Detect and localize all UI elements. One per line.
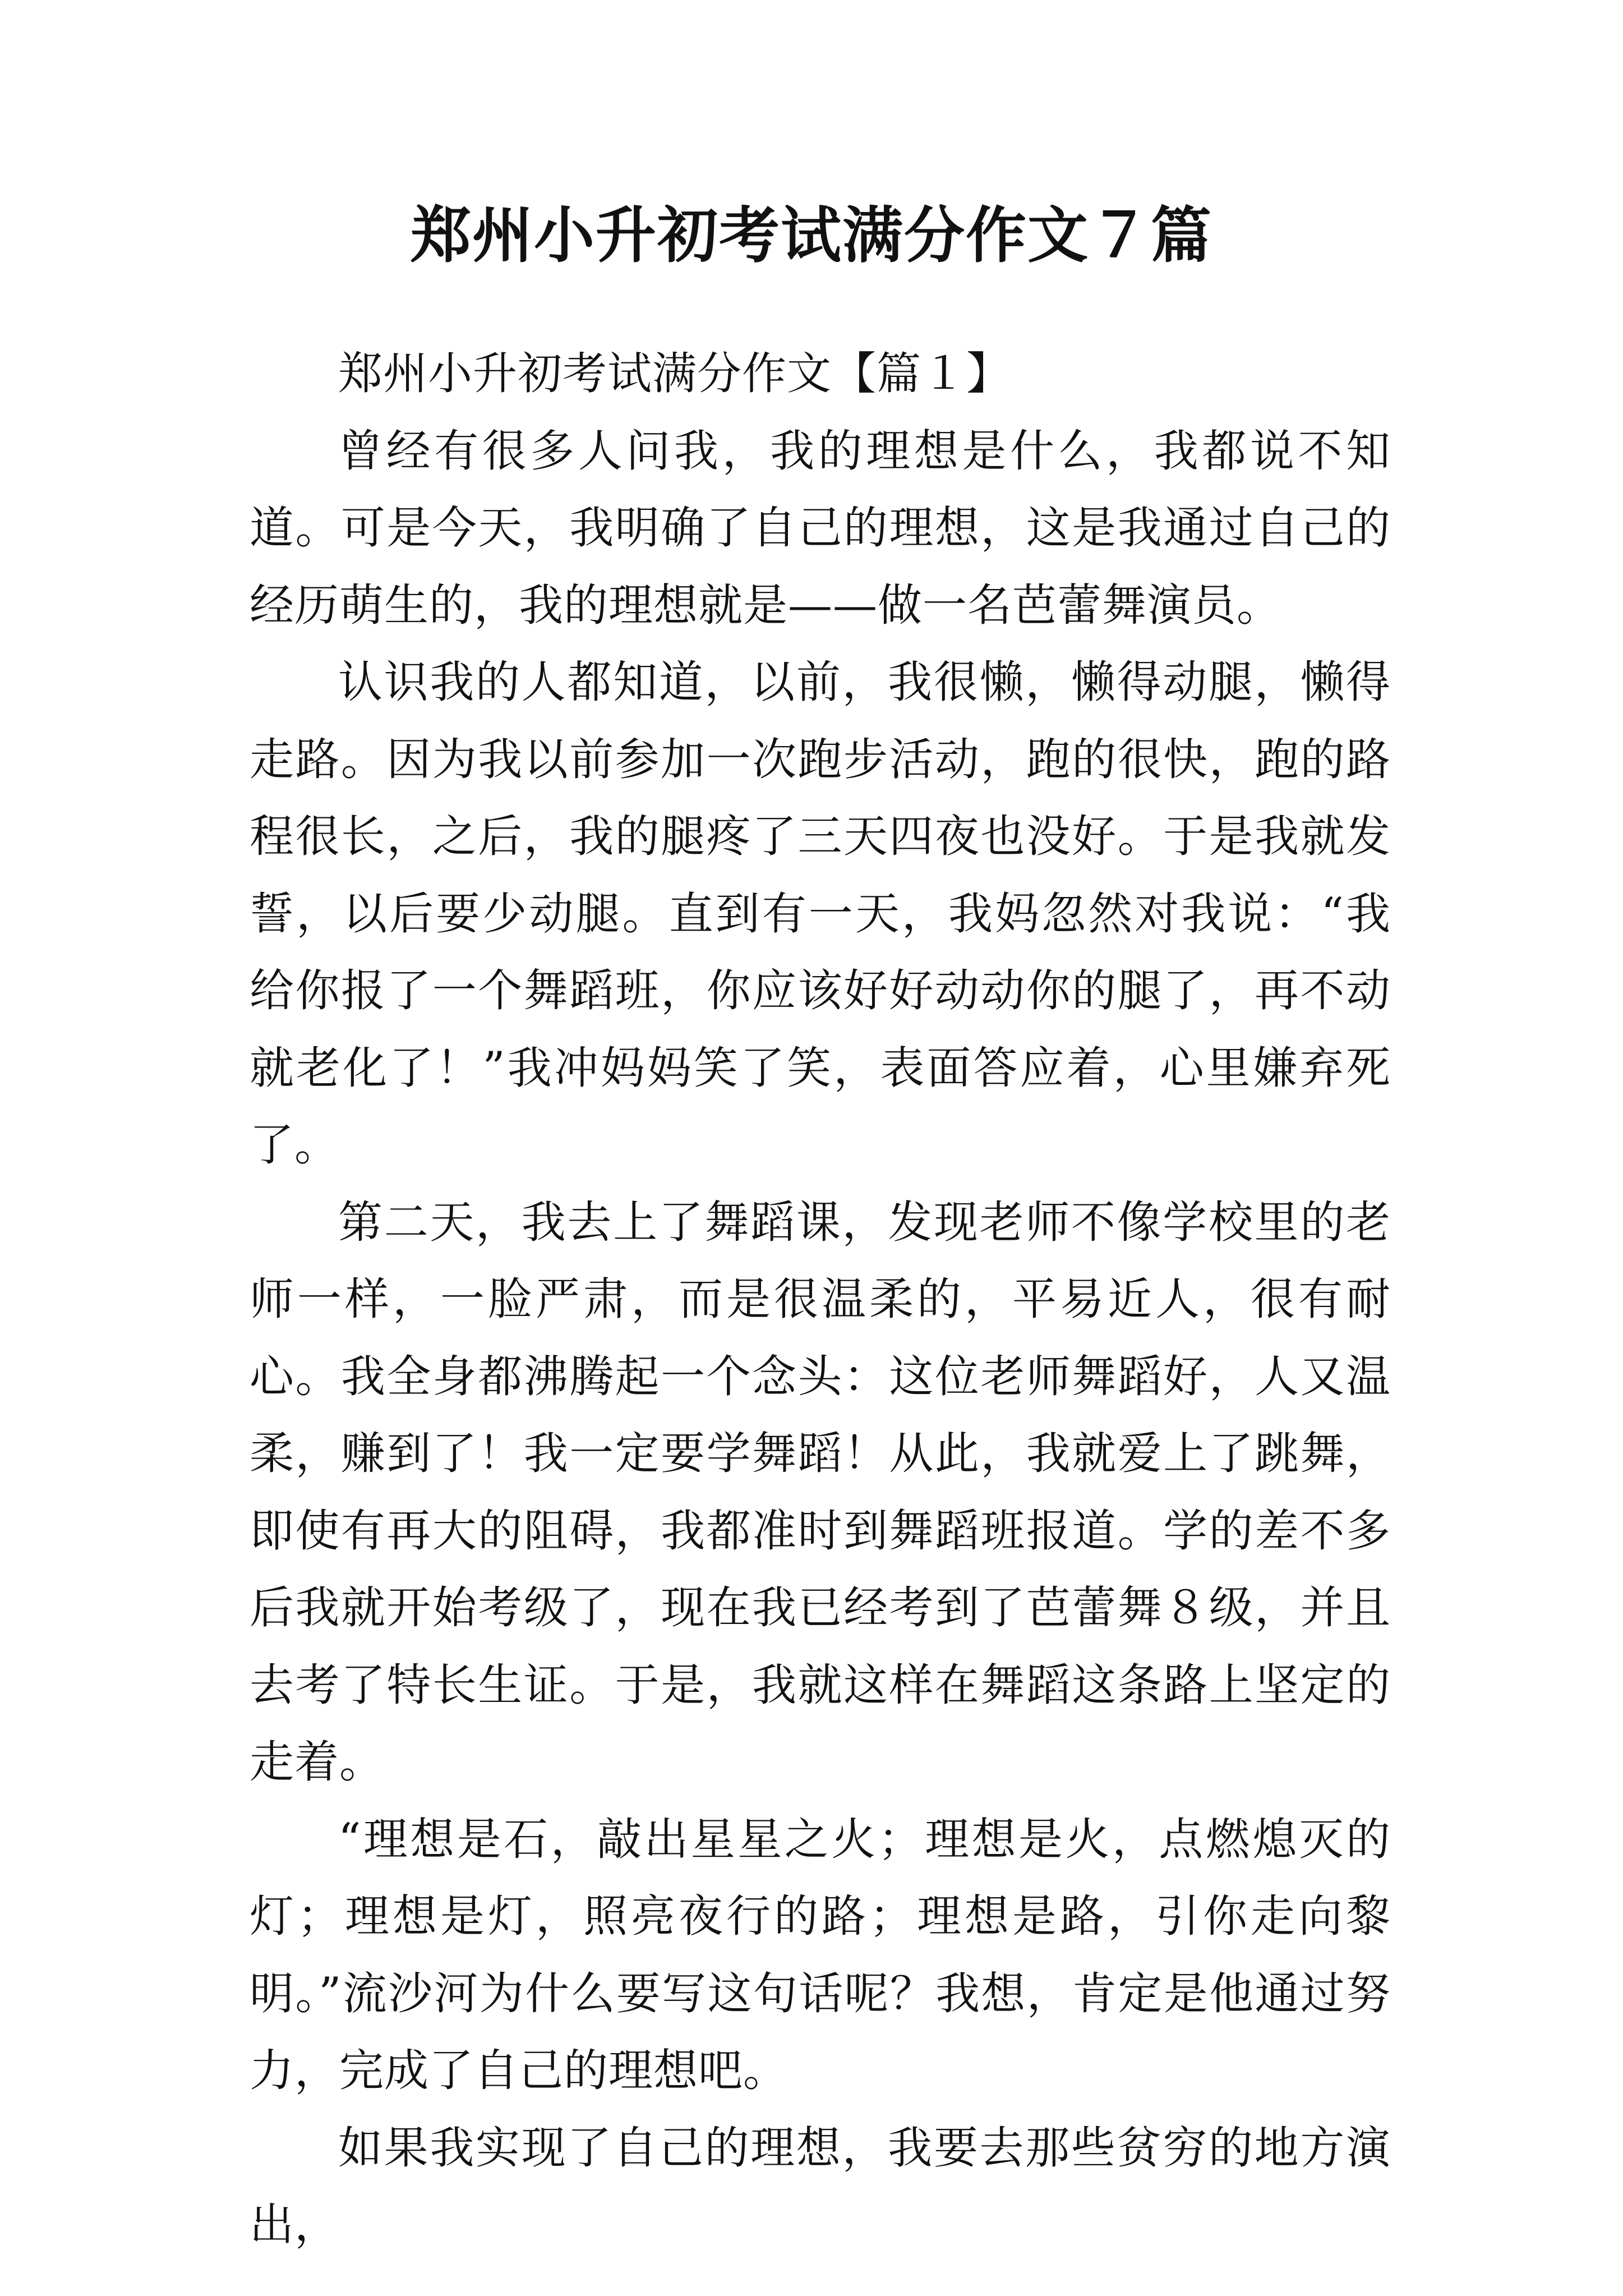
paragraph: 认识我的人都知道，以前，我很懒，懒得动腿，懒得走路。因为我以前参加一次跑步活动，跑的很快，跑的路程很长，之后，我的腿疼了三天四夜也没好。于是我就发誓，以后要少动腿。直到有一天，我妈忽然对我说：“我给你报了一个舞蹈班，你应该好好动动你的腿了，再不动就老化了！”我冲妈妈笑了笑，表面答应着，心里嫌弃死了。 bbox=[250, 656, 1391, 1171]
document-title: 郑州小升初考试满分作文７篇 bbox=[410, 200, 1212, 271]
paragraph: 如果我实现了自己的理想，我要去那些贫穷的地方演出， bbox=[250, 2122, 1391, 2251]
section-heading: 郑州小升初考试满分作文【篇１】 bbox=[338, 348, 1011, 399]
paragraph: 曾经有很多人问我，我的理想是什么，我都说不知道。可是今天，我明确了自己的理想，这是我通过自己的经历萌生的，我的理想就是——做一名芭蕾舞演员。 bbox=[250, 425, 1391, 631]
document-body bbox=[250, 335, 1391, 2264]
paragraph: “理想是石，敲出星星之火；理想是火，点燃熄灭的灯；理想是灯，照亮夜行的路；理想是路，引你走向黎明。”流沙河为什么要写这句话呢？我想，肯定是他通过努力，完成了自己的理想吧。 bbox=[250, 1813, 1391, 2096]
paragraph: 第二天，我去上了舞蹈课，发现老师不像学校里的老师一样，一脸严肃，而是很温柔的，平易近人，很有耐心。我全身都沸腾起一个念头：这位老师舞蹈好，人又温柔，赚到了！我一定要学舞蹈！从此，我就爱上了跳舞，即使有再大的阻碍，我都准时到舞蹈班报道。学的差不多后我就开始考级了，现在我已经考到了芭蕾舞８级，并且去考了特长生证。于是，我就这样在舞蹈这条路上坚定的走着。 bbox=[250, 1196, 1391, 1788]
